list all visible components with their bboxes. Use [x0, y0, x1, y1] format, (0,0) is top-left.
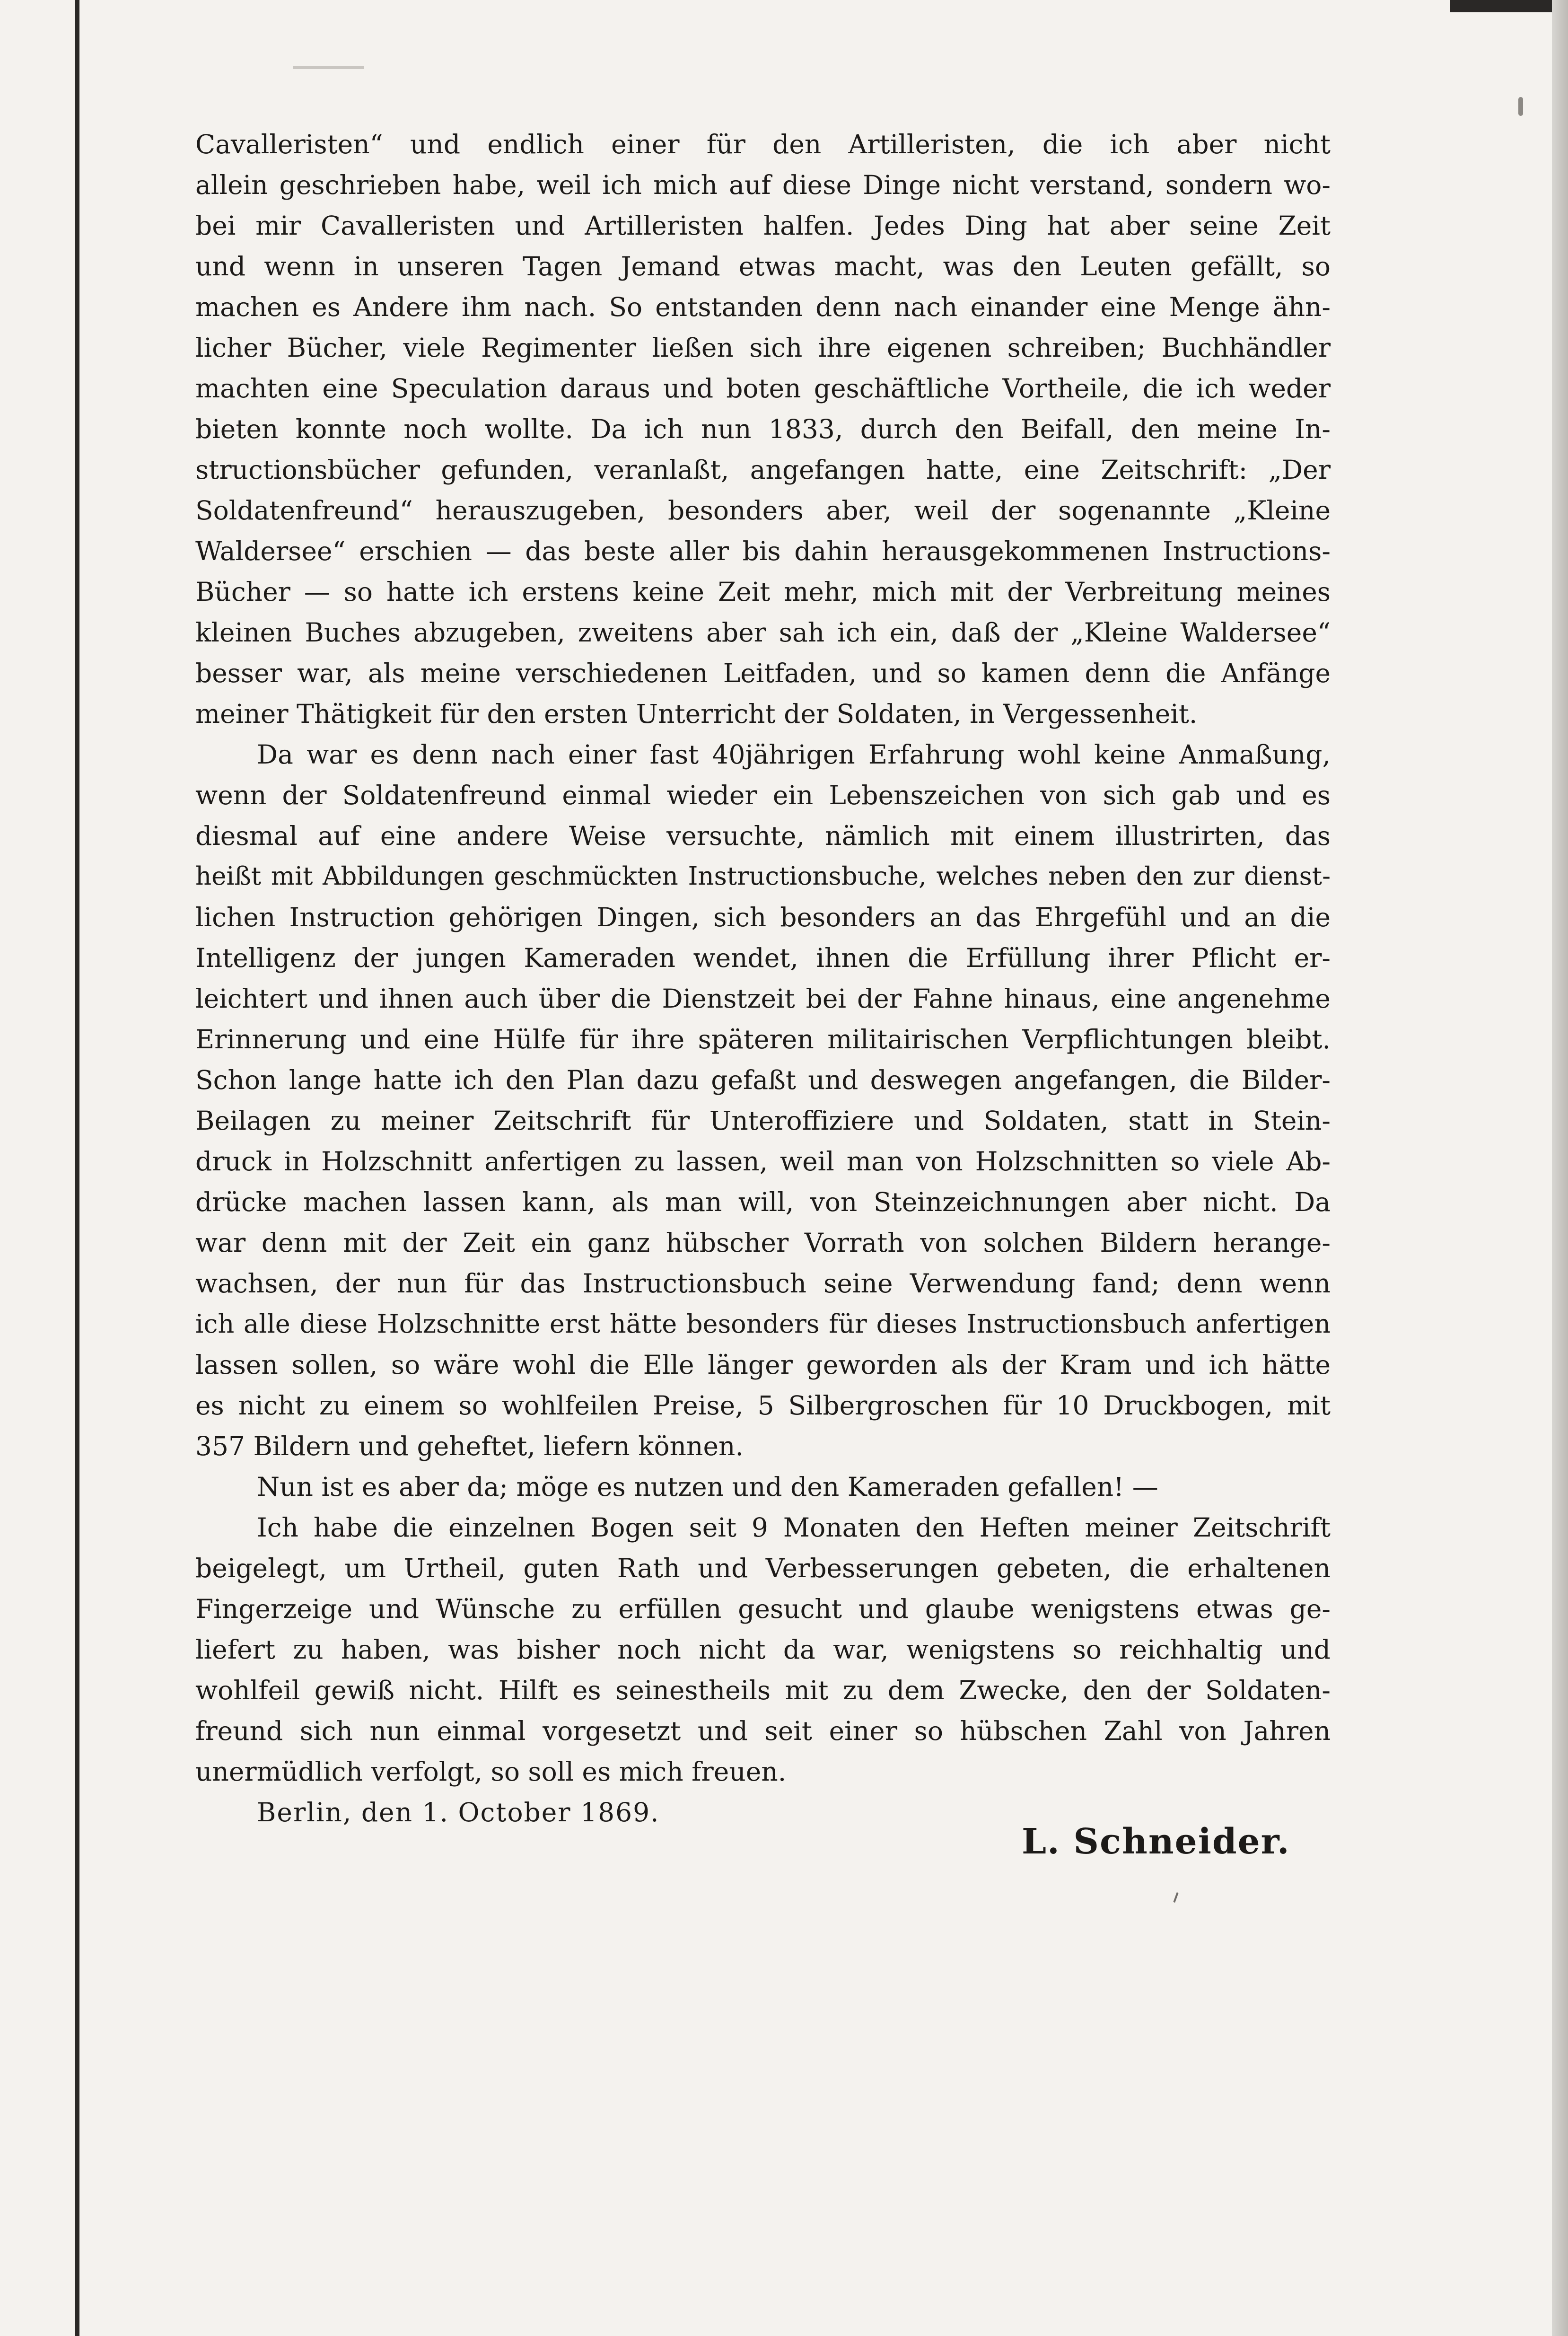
- text-line: Ich habe die einzelnen Bogen seit 9 Monaten den Heften meiner Zeitschrift: [257, 1512, 1331, 1543]
- text-line: heißt mit Abbildungen geschmückten Instructionsbuche, welches neben den zur dienst-: [195, 862, 1331, 891]
- paragraph-1: [195, 124, 1331, 734]
- text-line: liefert zu haben, was bisher noch nicht da war, wenigstens so reichhaltig und: [195, 1634, 1331, 1665]
- text-line: freund sich nun einmal vorgesetzt und seit einer so hübschen Zahl von Jahren: [195, 1716, 1331, 1746]
- text-line: unermüdlich verfolgt, so soll es mich freuen.: [195, 1756, 787, 1787]
- text-line: allein geschrieben habe, weil ich mich auf diese Dinge nicht verstand, sondern wo-: [195, 170, 1331, 200]
- text-line: licher Bücher, viele Regimenter ließen sich ihre eigenen schreiben; Buchhändler: [195, 333, 1331, 363]
- text-line: Schon lange hatte ich den Plan dazu gefaßt und deswegen angefangen, die Bilder-: [195, 1065, 1331, 1095]
- author-signature: L. Schneider.: [1022, 1821, 1290, 1862]
- paragraph-3: [195, 1467, 1331, 1507]
- text-line: wohlfeil gewiß nicht. Hilft es seinestheils mit zu dem Zwecke, den der Soldaten-: [195, 1675, 1331, 1705]
- text-line: wenn der Soldatenfreund einmal wieder ein Lebenszeichen von sich gab und es: [195, 780, 1331, 810]
- text-line: ich alle diese Holzschnitte erst hätte besonders für dieses Instructionsbuch anfertigen: [195, 1309, 1331, 1339]
- text-line: Intelligenz der jungen Kameraden wendet, ihnen die Erfüllung ihrer Pflicht er-: [195, 943, 1331, 973]
- ink-speck: [1173, 1892, 1178, 1903]
- text-line: besser war, als meine verschiedenen Leitfaden, und so kamen denn die Anfänge: [195, 658, 1331, 688]
- text-line: bieten konnte noch wollte. Da ich nun 1833, durch den Beifall, den meine In-: [195, 414, 1331, 444]
- text-line: Beilagen zu meiner Zeitschrift für Unteroffiziere und Soldaten, statt in Stein-: [195, 1106, 1331, 1136]
- text-line: Bücher — so hatte ich erstens keine Zeit mehr, mich mit der Verbreitung meines: [195, 577, 1331, 607]
- text-line: structionsbücher gefunden, veranlaßt, angefangen hatte, eine Zeitschrift: „Der: [195, 455, 1331, 485]
- text-line: leichtert und ihnen auch über die Dienstzeit bei der Fahne hinaus, eine angenehme: [195, 984, 1331, 1014]
- text-line: 357 Bildern und geheftet, liefern können.: [195, 1431, 744, 1461]
- text-line: es nicht zu einem so wohlfeilen Preise, 5 Silbergroschen für 10 Druckbogen, mit: [195, 1390, 1331, 1421]
- text-line: Cavalleristen“ und endlich einer für den Artilleristen, die ich aber nicht: [195, 129, 1331, 159]
- text-line: drücke machen lassen kann, als man will, von Steinzeichnungen aber nicht. Da: [195, 1187, 1331, 1217]
- text-line: und wenn in unseren Tagen Jemand etwas macht, was den Leuten gefällt, so: [195, 251, 1331, 281]
- scan-smudge: [293, 66, 364, 69]
- text-line: beigelegt, um Urtheil, guten Rath und Verbesserungen gebeten, die erhaltenen: [195, 1553, 1331, 1583]
- paragraph-4: [195, 1507, 1331, 1792]
- text-line: Fingerzeige und Wünsche zu erfüllen gesucht und glaube wenigstens etwas ge-: [195, 1594, 1331, 1624]
- text-line: kleinen Buches abzugeben, zweitens aber sah ich ein, daß der „Kleine Waldersee“: [195, 617, 1331, 648]
- text-line: druck in Holzschnitt anfertigen zu lassen, weil man von Holzschnitten so viele Ab-: [195, 1146, 1331, 1177]
- page-right-edge: [1552, 0, 1568, 2336]
- text-line: machten eine Speculation daraus und boten geschäftliche Vortheile, die ich weder: [195, 373, 1331, 404]
- paragraph-2: [195, 734, 1331, 1467]
- text-line: diesmal auf eine andere Weise versuchte, nämlich mit einem illustrirten, das: [195, 821, 1331, 851]
- text-line: Waldersee“ erschien — das beste aller bis dahin herausgekommenen Instructions-: [195, 536, 1331, 566]
- text-line: Nun ist es aber da; möge es nutzen und den Kameraden gefallen! —: [257, 1472, 1158, 1502]
- text-line: Soldatenfreund“ herauszugeben, besonders aber, weil der sogenannte „Kleine: [195, 495, 1331, 526]
- dateline: Berlin, den 1. October 1869.: [257, 1797, 660, 1827]
- text-line: bei mir Cavalleristen und Artilleristen halfen. Jedes Ding hat aber seine Zeit: [195, 211, 1331, 241]
- text-line: Da war es denn nach einer fast 40jährigen Erfahrung wohl keine Anmaßung,: [257, 739, 1331, 770]
- scan-corner-shadow: [1450, 0, 1568, 12]
- page-binding-edge: [75, 0, 79, 2336]
- text-line: meiner Thätigkeit für den ersten Unterricht der Soldaten, in Vergessenheit.: [195, 699, 1198, 729]
- text-line: wachsen, der nun für das Instructionsbuch seine Verwendung fand; denn wenn: [195, 1268, 1331, 1299]
- text-line: Erinnerung und eine Hülfe für ihre späteren militairischen Verpflichtungen bleibt.: [195, 1024, 1331, 1054]
- text-line: war denn mit der Zeit ein ganz hübscher Vorrath von solchen Bildern herange-: [195, 1228, 1331, 1258]
- scan-edge-mark: [1518, 97, 1523, 116]
- text-line: lassen sollen, so wäre wohl die Elle länger geworden als der Kram und ich hätte: [195, 1350, 1331, 1380]
- text-line: machen es Andere ihm nach. So entstanden denn nach einander eine Menge ähn-: [195, 292, 1331, 322]
- body-text: [195, 124, 1331, 1833]
- text-line: lichen Instruction gehörigen Dingen, sich besonders an das Ehrgefühl und an die: [195, 902, 1331, 932]
